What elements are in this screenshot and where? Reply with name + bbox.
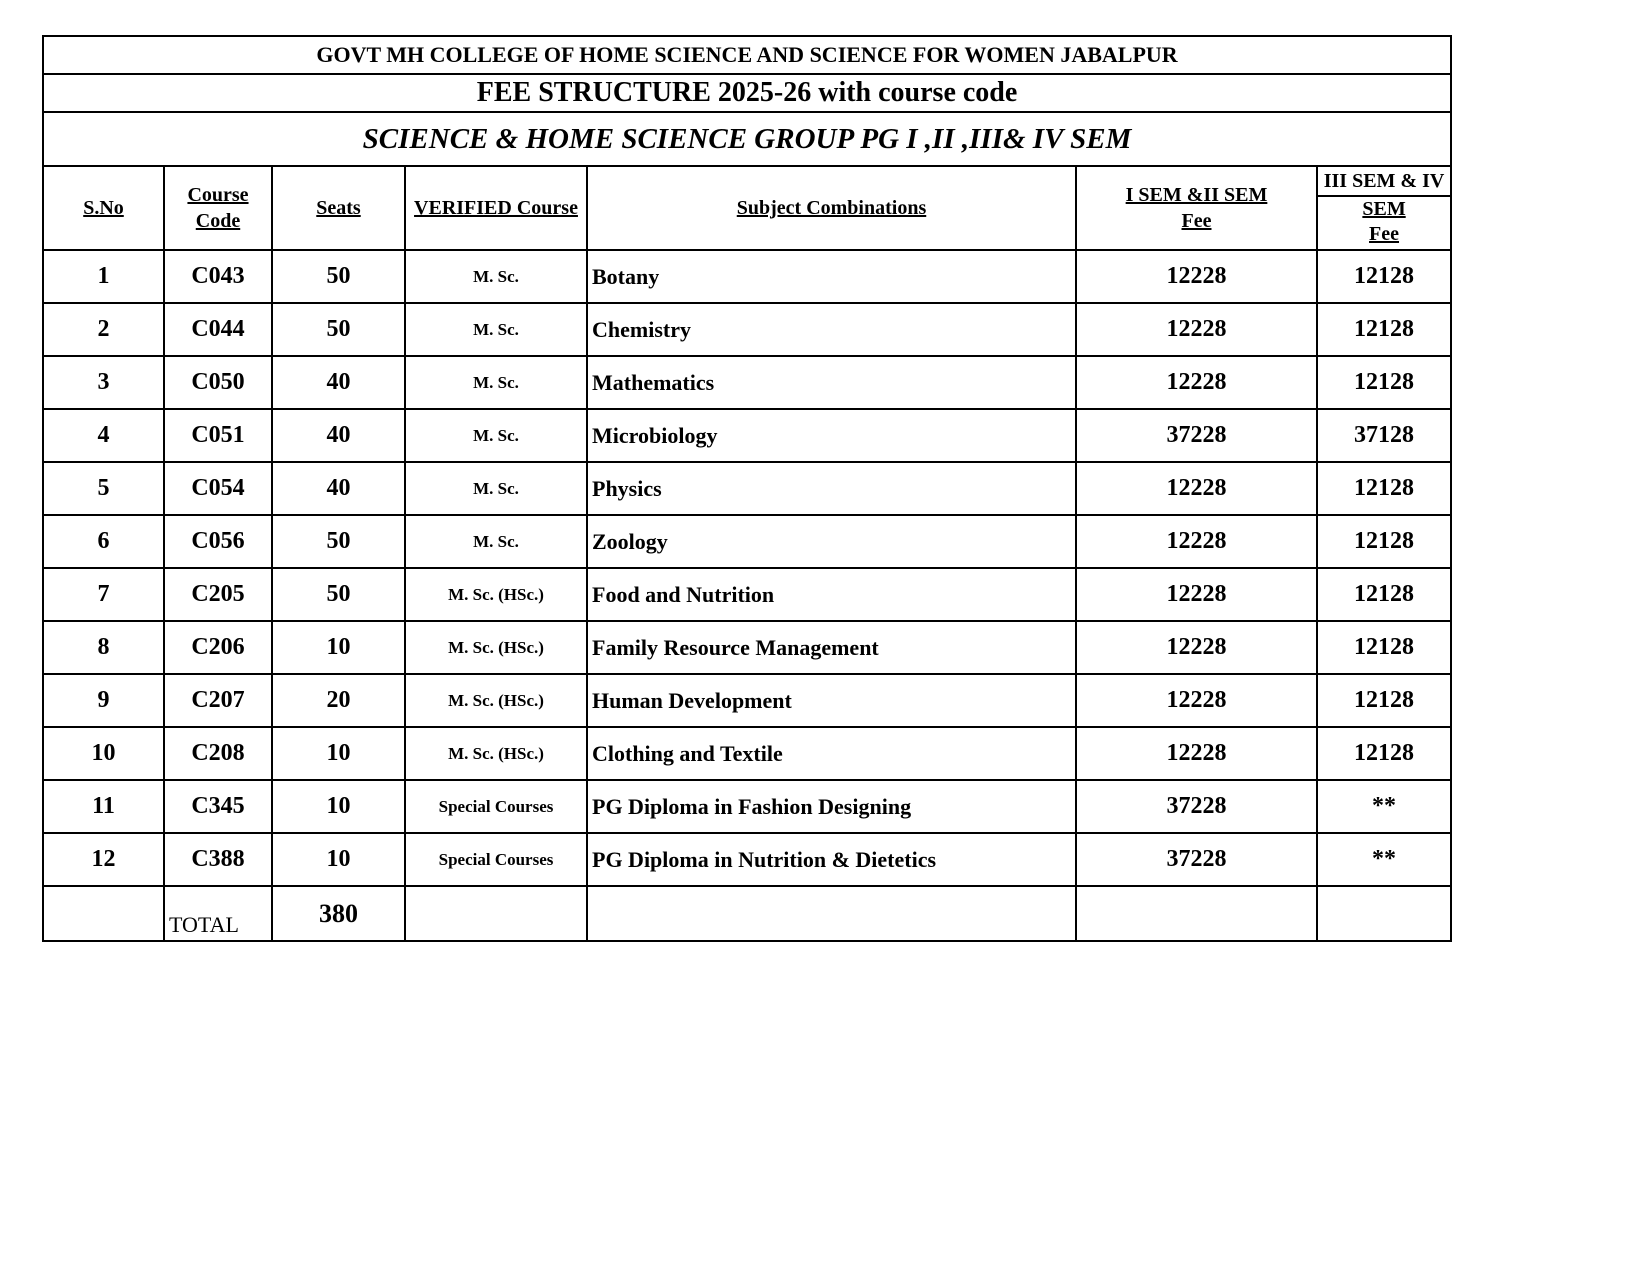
header-row (43, 166, 1451, 250)
group-title-row (43, 112, 1451, 166)
total-empty-fee34 (1317, 886, 1451, 941)
sem34-fee-cell: ** (1317, 780, 1451, 833)
total-row (43, 886, 1451, 941)
seats-cell: 10 (272, 780, 405, 833)
fee-structure-sheet (42, 35, 1450, 942)
sem34-fee-cell: 12128 (1317, 568, 1451, 621)
verified-course-cell: M. Sc. (405, 303, 587, 356)
serial-number-cell: 5 (43, 462, 164, 515)
seats-cell: 40 (272, 462, 405, 515)
subject-combination-cell: Food and Nutrition (587, 568, 1076, 621)
sem12-fee-cell: 12228 (1076, 462, 1317, 515)
seats-cell: 10 (272, 727, 405, 780)
subject-combination-cell: Family Resource Management (587, 621, 1076, 674)
group-title: SCIENCE & HOME SCIENCE GROUP PG I ,II ,III& IV SEM (43, 112, 1451, 166)
serial-number-cell: 3 (43, 356, 164, 409)
serial-number-cell: 6 (43, 515, 164, 568)
course-code-cell: C051 (164, 409, 272, 462)
verified-course-cell: M. Sc. (405, 515, 587, 568)
subject-combination-cell: Mathematics (587, 356, 1076, 409)
sem34-fee-cell: 12128 (1317, 303, 1451, 356)
sem34-fee-cell: 12128 (1317, 250, 1451, 303)
fee-title-row (43, 74, 1451, 112)
verified-course-cell: M. Sc. (405, 409, 587, 462)
verified-course-cell: M. Sc. (HSc.) (405, 727, 587, 780)
sem12-fee-cell: 12228 (1076, 515, 1317, 568)
serial-number-cell: 11 (43, 780, 164, 833)
table-row (43, 780, 1451, 833)
serial-number-cell: 1 (43, 250, 164, 303)
total-label: TOTAL (164, 886, 272, 941)
subject-combination-cell: Botany (587, 250, 1076, 303)
seats-cell: 10 (272, 621, 405, 674)
sem12-fee-cell: 37228 (1076, 409, 1317, 462)
subject-combination-cell: PG Diploma in Nutrition & Dietetics (587, 833, 1076, 886)
sem34-fee-cell: 12128 (1317, 674, 1451, 727)
subject-combination-cell: Chemistry (587, 303, 1076, 356)
course-code-cell: C345 (164, 780, 272, 833)
table-row (43, 833, 1451, 886)
subject-combination-cell: PG Diploma in Fashion Designing (587, 780, 1076, 833)
seats-cell: 20 (272, 674, 405, 727)
course-code-cell: C388 (164, 833, 272, 886)
header-subject-combinations: Subject Combinations (587, 166, 1076, 250)
course-code-cell: C054 (164, 462, 272, 515)
serial-number-cell: 12 (43, 833, 164, 886)
table-row (43, 621, 1451, 674)
header-verified-course: VERIFIED Course (405, 166, 587, 250)
serial-number-cell: 2 (43, 303, 164, 356)
total-seats: 380 (272, 886, 405, 941)
sem12-fee-cell: 12228 (1076, 674, 1317, 727)
subject-combination-cell: Physics (587, 462, 1076, 515)
table-row (43, 250, 1451, 303)
course-code-cell: C208 (164, 727, 272, 780)
sem34-fee-cell: 37128 (1317, 409, 1451, 462)
sem12-fee-cell: 37228 (1076, 833, 1317, 886)
verified-course-cell: M. Sc. (405, 356, 587, 409)
subject-combination-cell: Clothing and Textile (587, 727, 1076, 780)
verified-course-cell: M. Sc. (HSc.) (405, 674, 587, 727)
serial-number-cell: 10 (43, 727, 164, 780)
verified-course-cell: M. Sc. (405, 462, 587, 515)
verified-course-cell: M. Sc. (405, 250, 587, 303)
fee-structure-title: FEE STRUCTURE 2025-26 with course code (43, 74, 1451, 112)
header-course-code: Course Code (164, 166, 272, 250)
total-empty-sno (43, 886, 164, 941)
sem12-fee-cell: 12228 (1076, 727, 1317, 780)
verified-course-cell: Special Courses (405, 833, 587, 886)
sem12-fee-cell: 37228 (1076, 780, 1317, 833)
serial-number-cell: 4 (43, 409, 164, 462)
seats-cell: 50 (272, 568, 405, 621)
seats-cell: 10 (272, 833, 405, 886)
total-empty-course (405, 886, 587, 941)
college-title: GOVT MH COLLEGE OF HOME SCIENCE AND SCIENCE FOR WOMEN JABALPUR (43, 36, 1451, 74)
total-empty-subject (587, 886, 1076, 941)
sem34-fee-cell: 12128 (1317, 621, 1451, 674)
total-empty-fee12 (1076, 886, 1317, 941)
course-code-cell: C050 (164, 356, 272, 409)
course-code-cell: C056 (164, 515, 272, 568)
table-row (43, 727, 1451, 780)
sem12-fee-cell: 12228 (1076, 303, 1317, 356)
seats-cell: 40 (272, 356, 405, 409)
verified-course-cell: Special Courses (405, 780, 587, 833)
verified-course-cell: M. Sc. (HSc.) (405, 568, 587, 621)
serial-number-cell: 7 (43, 568, 164, 621)
verified-course-cell: M. Sc. (HSc.) (405, 621, 587, 674)
table-row (43, 409, 1451, 462)
college-title-row (43, 36, 1451, 74)
sem34-fee-cell: 12128 (1317, 727, 1451, 780)
header-sno: S.No (43, 166, 164, 250)
header-seats: Seats (272, 166, 405, 250)
table-row (43, 674, 1451, 727)
subject-combination-cell: Human Development (587, 674, 1076, 727)
table-row (43, 568, 1451, 621)
course-code-cell: C207 (164, 674, 272, 727)
table-row (43, 515, 1451, 568)
sem12-fee-cell: 12228 (1076, 621, 1317, 674)
header-sem34-fee: III SEM & IV SEM Fee (1317, 166, 1451, 250)
sem12-fee-cell: 12228 (1076, 250, 1317, 303)
sem34-fee-cell: 12128 (1317, 356, 1451, 409)
course-code-cell: C206 (164, 621, 272, 674)
course-code-cell: C043 (164, 250, 272, 303)
header-sem12-fee: I SEM &II SEM Fee (1076, 166, 1317, 250)
subject-combination-cell: Zoology (587, 515, 1076, 568)
sem34-fee-cell: ** (1317, 833, 1451, 886)
course-code-cell: C205 (164, 568, 272, 621)
sem34-fee-cell: 12128 (1317, 515, 1451, 568)
seats-cell: 50 (272, 250, 405, 303)
table-row (43, 303, 1451, 356)
fee-structure-table (42, 35, 1452, 942)
sem12-fee-cell: 12228 (1076, 568, 1317, 621)
seats-cell: 40 (272, 409, 405, 462)
table-row (43, 356, 1451, 409)
sem34-fee-cell: 12128 (1317, 462, 1451, 515)
seats-cell: 50 (272, 515, 405, 568)
seats-cell: 50 (272, 303, 405, 356)
table-row (43, 462, 1451, 515)
sem12-fee-cell: 12228 (1076, 356, 1317, 409)
serial-number-cell: 9 (43, 674, 164, 727)
course-code-cell: C044 (164, 303, 272, 356)
subject-combination-cell: Microbiology (587, 409, 1076, 462)
serial-number-cell: 8 (43, 621, 164, 674)
